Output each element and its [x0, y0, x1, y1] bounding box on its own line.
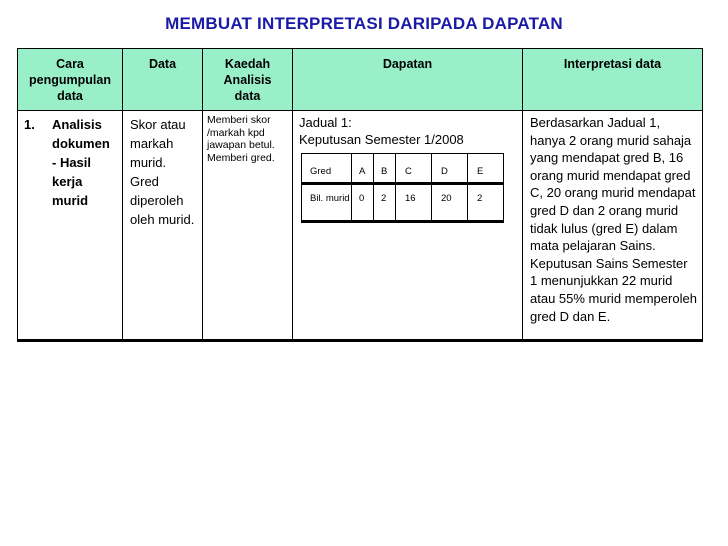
grade-count-row [302, 184, 504, 222]
grade-table [301, 153, 504, 223]
grade-count-e: 2 [468, 184, 504, 222]
table-row [18, 111, 703, 341]
dapatan-subtitle: Keputusan Semester 1/2008 [299, 132, 464, 147]
header-cara: Cara pengumpulan data [18, 49, 123, 111]
grade-header-label: Gred [302, 154, 352, 184]
cell-kaedah [203, 111, 293, 341]
cell-interpretasi [523, 111, 703, 341]
grade-header-a: A [352, 154, 374, 184]
cell-dapatan [293, 111, 523, 341]
dapatan-title: Jadual 1: [299, 115, 352, 130]
grade-count-d: 20 [432, 184, 468, 222]
header-kaedah: Kaedah Analisis data [203, 49, 293, 111]
interpretation-table [17, 48, 703, 342]
header-data: Data [123, 49, 203, 111]
interpretasi-text: Berdasarkan Jadual 1, hanya 2 orang murid sahaja yang mendapat gred B, 16 orang murid mendapat gred C, 20 orang murid mendapat gred D dan 2 orang murid tidak lulus (gred E) dalam mata pelajaran Sains. Keputusan Sains Semester 1 menunjukkan 22 murid atau 55% murid memperoleh gred D dan E. [530, 115, 697, 324]
grade-header-row [302, 154, 504, 184]
grade-count-b: 2 [374, 184, 396, 222]
method-text: Analisis dokumen - Hasil kerja murid [52, 117, 110, 208]
grade-header-c: C [396, 154, 432, 184]
grade-header-e: E [468, 154, 504, 184]
page-title: MEMBUAT INTERPRETASI DARIPADA DAPATAN [165, 14, 563, 33]
data-text: Skor atau markah murid. Gred diperoleh oleh murid. [130, 117, 195, 227]
grade-count-a: 0 [352, 184, 374, 222]
grade-row-label: Bil. murid [302, 184, 352, 222]
header-dapatan: Dapatan [293, 49, 523, 111]
grade-count-c: 16 [396, 184, 432, 222]
method-number: 1. [24, 117, 35, 132]
cell-cara [18, 111, 123, 341]
header-interpretasi: Interpretasi data [523, 49, 703, 111]
cell-data [123, 111, 203, 341]
kaedah-text: Memberi skor /markah kpd jawapan betul. Memberi gred. [207, 114, 275, 164]
header-row [18, 49, 703, 111]
grade-header-b: B [374, 154, 396, 184]
grade-header-d: D [432, 154, 468, 184]
